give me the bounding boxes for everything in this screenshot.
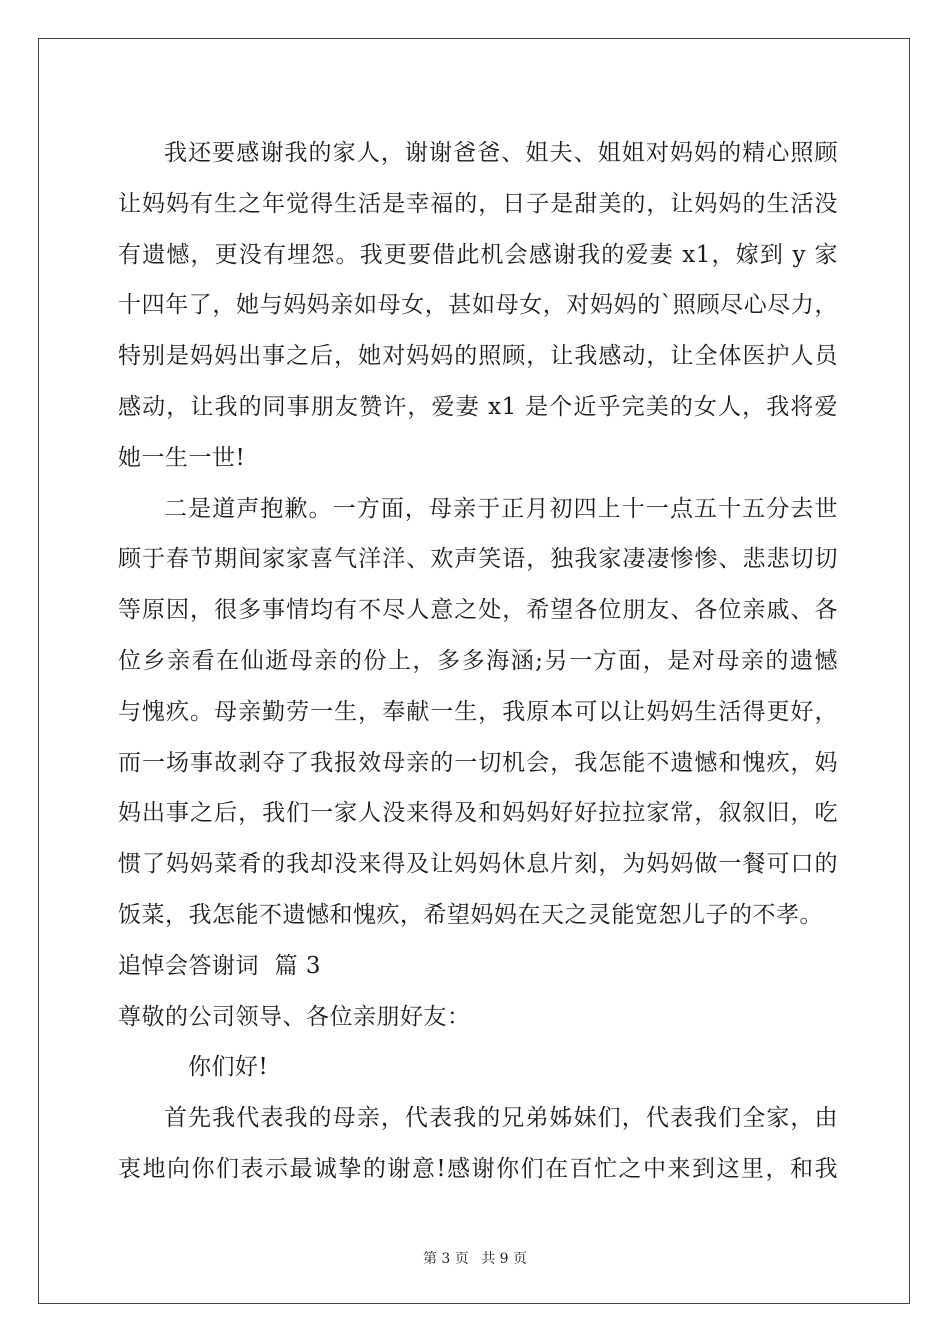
page-total: 共 9 页 xyxy=(481,1251,528,1267)
page-number: 第 3 页 xyxy=(422,1251,469,1267)
document-body xyxy=(118,128,838,1195)
greeting: 你们好! xyxy=(188,1054,269,1081)
salutation: 尊敬的公司领导、各位亲朋好友： xyxy=(118,1003,471,1030)
paragraph-line: 让妈妈有生之年觉得生活是幸福的，日子是甜美的，让妈妈的生活没 xyxy=(118,190,838,217)
paragraph-line: 有遗憾，更没有埋怨。我更要借此机会感谢我的爱妻 x1，嫁到 y 家 xyxy=(118,241,838,268)
paragraph-line: 与愧疚。母亲勤劳一生，奉献一生，我原本可以让妈妈生活得更好， xyxy=(118,698,838,725)
paragraph-line: 惯了妈妈菜肴的我却没来得及让妈妈休息片刻，为妈妈做一餐可口的 xyxy=(118,851,838,878)
paragraph-line: 位乡亲看在仙逝母亲的份上，多多海涵;另一方面，是对母亲的遗憾 xyxy=(118,647,838,674)
page-footer xyxy=(0,1248,950,1268)
paragraph-line: 而一场事故剥夺了我报效母亲的一切机会，我怎能不遗憾和愧疚，妈 xyxy=(118,749,838,776)
paragraph-line: 十四年了，她与妈妈亲如母女，甚如母女，对妈妈的`照顾尽心尽力， xyxy=(118,292,838,319)
paragraph-line: 顾于春节期间家家喜气洋洋、欢声笑语，独我家凄凄惨惨、悲悲切切 xyxy=(118,546,838,573)
paragraph-line: 她一生一世! xyxy=(118,444,246,471)
paragraph-line: 特别是妈妈出事之后，她对妈妈的照顾，让我感动，让全体医护人员 xyxy=(118,343,838,370)
paragraph-line: 感动，让我的同事朋友赞许，爱妻 x1 是个近乎完美的女人，我将爱 xyxy=(118,393,838,420)
paragraph-line: 二是道声抱歉。一方面，母亲于正月初四上十一点五十五分去世 xyxy=(164,495,838,522)
paragraph-line: 衷地向你们表示最诚挚的谢意!感谢你们在百忙之中来到这里，和我 xyxy=(118,1155,838,1182)
paragraph-line: 饭菜，我怎能不遗憾和愧疚，希望妈妈在天之灵能宽恕儿子的不孝。 xyxy=(118,901,823,928)
paragraph-line: 妈出事之后，我们一家人没来得及和妈妈好好拉拉家常，叙叙旧，吃 xyxy=(118,800,838,827)
section-heading: 追悼会答谢词 篇 3 xyxy=(118,952,322,979)
paragraph-line: 等原因，很多事情均有不尽人意之处，希望各位朋友、各位亲戚、各 xyxy=(118,597,838,624)
paragraph-line: 首先我代表我的母亲，代表我的兄弟姊妹们，代表我们全家，由 xyxy=(164,1105,838,1132)
paragraph-line: 我还要感谢我的家人，谢谢爸爸、姐夫、姐姐对妈妈的精心照顾 xyxy=(164,140,838,166)
